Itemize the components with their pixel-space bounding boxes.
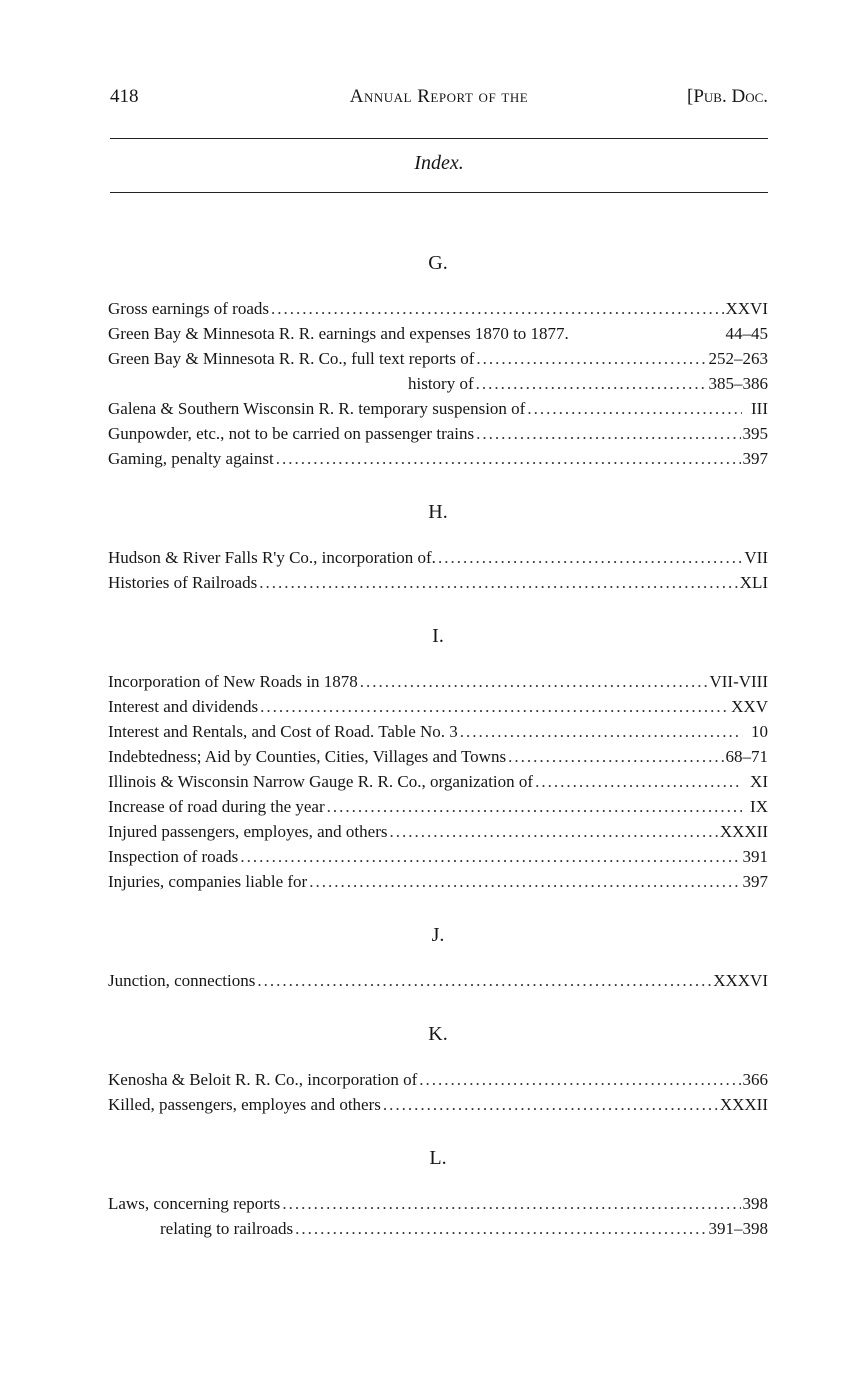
index-entry bbox=[108, 794, 768, 819]
entry-page: VII-VIII bbox=[709, 672, 768, 691]
entry-text: Killed, passengers, employes and others bbox=[108, 1095, 381, 1114]
dot-leader bbox=[389, 819, 717, 844]
dot-leader bbox=[383, 1092, 718, 1117]
dot-leader bbox=[535, 769, 742, 794]
entry-text: Interest and dividends bbox=[108, 697, 259, 716]
index-section bbox=[108, 1145, 768, 1241]
entry-page: 44–45 bbox=[725, 324, 768, 343]
section-letter: H. bbox=[428, 501, 448, 523]
entry-page: 395 bbox=[742, 424, 768, 443]
index-entry bbox=[108, 446, 768, 471]
entry-text: Kenosha & Beloit R. R. Co., incorporation of bbox=[108, 1070, 418, 1089]
index-subheader: Index. bbox=[414, 152, 464, 174]
entry-text: Gross earnings of roads bbox=[108, 299, 269, 318]
entry-page: XXXVI bbox=[713, 971, 768, 990]
index-entry bbox=[108, 844, 768, 869]
entry-page: 397 bbox=[742, 872, 768, 891]
entry-page: 391 bbox=[742, 847, 768, 866]
index-entry bbox=[108, 371, 768, 396]
entry-page: XLI bbox=[739, 573, 768, 592]
index-section bbox=[108, 250, 768, 471]
entry-text: Green Bay & Minnesota R. R. earnings and expenses 1870 to 1877. bbox=[108, 324, 569, 343]
index-section bbox=[108, 1021, 768, 1117]
index-entry bbox=[108, 694, 768, 719]
entry-page: XXXII bbox=[719, 822, 768, 841]
header-rule-top bbox=[110, 138, 768, 139]
index-entry bbox=[108, 1092, 768, 1117]
entry-page: IX bbox=[750, 797, 768, 816]
index-section bbox=[108, 499, 768, 595]
entry-page: XXV bbox=[731, 697, 768, 716]
entry-page: 252–263 bbox=[708, 349, 768, 368]
dot-leader bbox=[271, 296, 724, 321]
entry-text: Green Bay & Minnesota R. R. Co., full text reports of bbox=[108, 349, 475, 368]
dot-leader bbox=[508, 744, 723, 769]
section-letter: K. bbox=[428, 1023, 448, 1045]
entry-text: Hudson & River Falls R'y Co., incorporation of. bbox=[108, 548, 436, 567]
entry-text: relating to railroads bbox=[160, 1219, 294, 1238]
entry-text: Histories of Railroads bbox=[108, 573, 258, 592]
index-entry bbox=[108, 1191, 768, 1216]
dot-leader bbox=[282, 1191, 740, 1216]
entry-page: III bbox=[751, 399, 768, 418]
page-number: 418 bbox=[110, 86, 139, 107]
section-letter: J. bbox=[431, 924, 445, 946]
entry-page: 398 bbox=[742, 1194, 768, 1213]
index-entry bbox=[108, 421, 768, 446]
dot-leader bbox=[360, 669, 708, 694]
entry-page: VII bbox=[744, 548, 768, 567]
entry-page: 391–398 bbox=[708, 1219, 768, 1238]
entry-text: Galena & Southern Wisconsin R. R. temporary suspension of bbox=[108, 399, 526, 418]
running-title: Annual Report of the bbox=[349, 86, 529, 107]
entry-text: Indebtedness; Aid by Counties, Cities, Villages and Towns bbox=[108, 747, 507, 766]
entry-text: Junction, connections bbox=[108, 971, 256, 990]
dot-leader bbox=[240, 844, 740, 869]
entry-page: 397 bbox=[742, 449, 768, 468]
index-entry bbox=[108, 1216, 768, 1241]
index-entry bbox=[108, 869, 768, 894]
index-entry bbox=[108, 296, 768, 321]
entry-text: Gaming, penalty against bbox=[108, 449, 274, 468]
entry-page: 366 bbox=[742, 1070, 768, 1089]
index-entry bbox=[108, 669, 768, 694]
dot-leader bbox=[309, 869, 740, 894]
entry-page: 68–71 bbox=[725, 747, 768, 766]
publication-label: [Pub. Doc. bbox=[687, 86, 768, 107]
entry-text: Gunpowder, etc., not to be carried on passenger trains bbox=[108, 424, 475, 443]
index-list bbox=[108, 250, 768, 1269]
index-entry bbox=[108, 321, 768, 346]
entry-text: Laws, concerning reports bbox=[108, 1194, 281, 1213]
index-entry bbox=[108, 719, 768, 744]
dot-leader bbox=[527, 396, 742, 421]
section-letter: L. bbox=[429, 1147, 447, 1169]
dot-leader bbox=[419, 1067, 740, 1092]
entry-page: XXXII bbox=[719, 1095, 768, 1114]
section-letter: G. bbox=[428, 252, 448, 274]
header-rule-bottom bbox=[110, 192, 768, 193]
dot-leader bbox=[476, 346, 706, 371]
index-entry bbox=[108, 570, 768, 595]
index-entry bbox=[108, 545, 768, 570]
entry-page: 10 bbox=[751, 722, 768, 741]
entry-page: 385–386 bbox=[708, 374, 768, 393]
index-entry bbox=[108, 1067, 768, 1092]
section-letter: I. bbox=[432, 625, 444, 647]
entry-text: Injured passengers, employes, and others bbox=[108, 822, 388, 841]
dot-leader bbox=[295, 1216, 706, 1241]
dot-leader bbox=[476, 371, 707, 396]
dot-leader bbox=[438, 545, 742, 570]
dot-leader bbox=[257, 968, 711, 993]
index-entry bbox=[108, 819, 768, 844]
index-entry bbox=[108, 346, 768, 371]
index-section bbox=[108, 623, 768, 894]
dot-leader bbox=[276, 446, 741, 471]
dot-leader bbox=[327, 794, 742, 819]
entry-text: Illinois & Wisconsin Narrow Gauge R. R. Co., organization of bbox=[108, 772, 534, 791]
dot-leader bbox=[476, 421, 740, 446]
entry-page: XXVI bbox=[725, 299, 768, 318]
entry-text: Incorporation of New Roads in 1878 bbox=[108, 672, 358, 691]
index-entry bbox=[108, 396, 768, 421]
dot-leader bbox=[460, 719, 742, 744]
running-header bbox=[110, 86, 768, 112]
index-entry bbox=[108, 968, 768, 993]
index-entry bbox=[108, 769, 768, 794]
dot-leader bbox=[259, 570, 737, 595]
index-section bbox=[108, 922, 768, 993]
index-entry bbox=[108, 744, 768, 769]
entry-text: Inspection of roads bbox=[108, 847, 239, 866]
entry-page: XI bbox=[750, 772, 768, 791]
entry-text: Increase of road during the year bbox=[108, 797, 325, 816]
entry-text: history of bbox=[408, 374, 474, 393]
entry-text: Injuries, companies liable for bbox=[108, 872, 308, 891]
entry-text: Interest and Rentals, and Cost of Road. Table No. 3 bbox=[108, 722, 458, 741]
dot-leader bbox=[260, 694, 729, 719]
